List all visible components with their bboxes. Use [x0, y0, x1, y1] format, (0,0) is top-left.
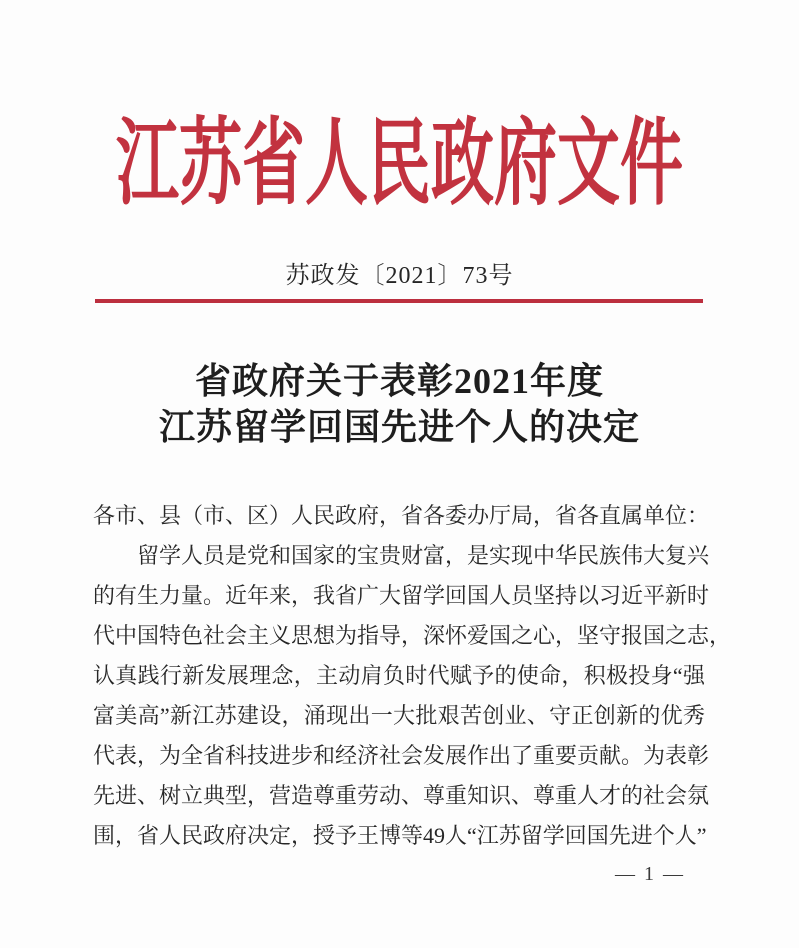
body-line: 代表，为全省科技进步和经济社会发展作出了重要贡献。为表彰 — [93, 743, 710, 768]
body-line: 留学人员是党和国家的宝贵财富，是实现中华民族伟大复兴 — [137, 543, 710, 568]
document-body — [93, 496, 732, 856]
document-header-title: 江苏省人民政府文件 — [116, 111, 683, 217]
body-line: 先进、树立典型，营造尊重劳动、尊重知识、尊重人才的社会氛 — [93, 783, 710, 808]
document-number: 苏政发〔2021〕73号 — [285, 263, 514, 289]
body-line: 富美高”新江苏建设，涌现出一大批艰苦创业、守正创新的优秀 — [93, 703, 705, 728]
document-title — [0, 358, 799, 450]
body-line: 的有生力量。近年来，我省广大留学回国人员坚持以习近平新时 — [93, 583, 710, 608]
body-line: 各市、县（市、区）人民政府，省各委办厅局，省各直属单位： — [93, 503, 710, 528]
document-title-line1: 省政府关于表彰2021年度 — [194, 361, 604, 401]
page-number: — 1 — — [615, 863, 685, 885]
document-title-line2: 江苏留学回国先进个人的决定 — [158, 407, 640, 447]
red-divider-line — [95, 299, 703, 303]
body-line: 围，省人民政府决定，授予王博等49人“江苏留学回国先进个人” — [93, 823, 707, 848]
body-line: 认真践行新发展理念，主动肩负时代赋予的使命，积极投身“强 — [93, 663, 705, 688]
body-line: 代中国特色社会主义思想为指导，深怀爱国之心，坚守报国之志， — [93, 623, 732, 648]
